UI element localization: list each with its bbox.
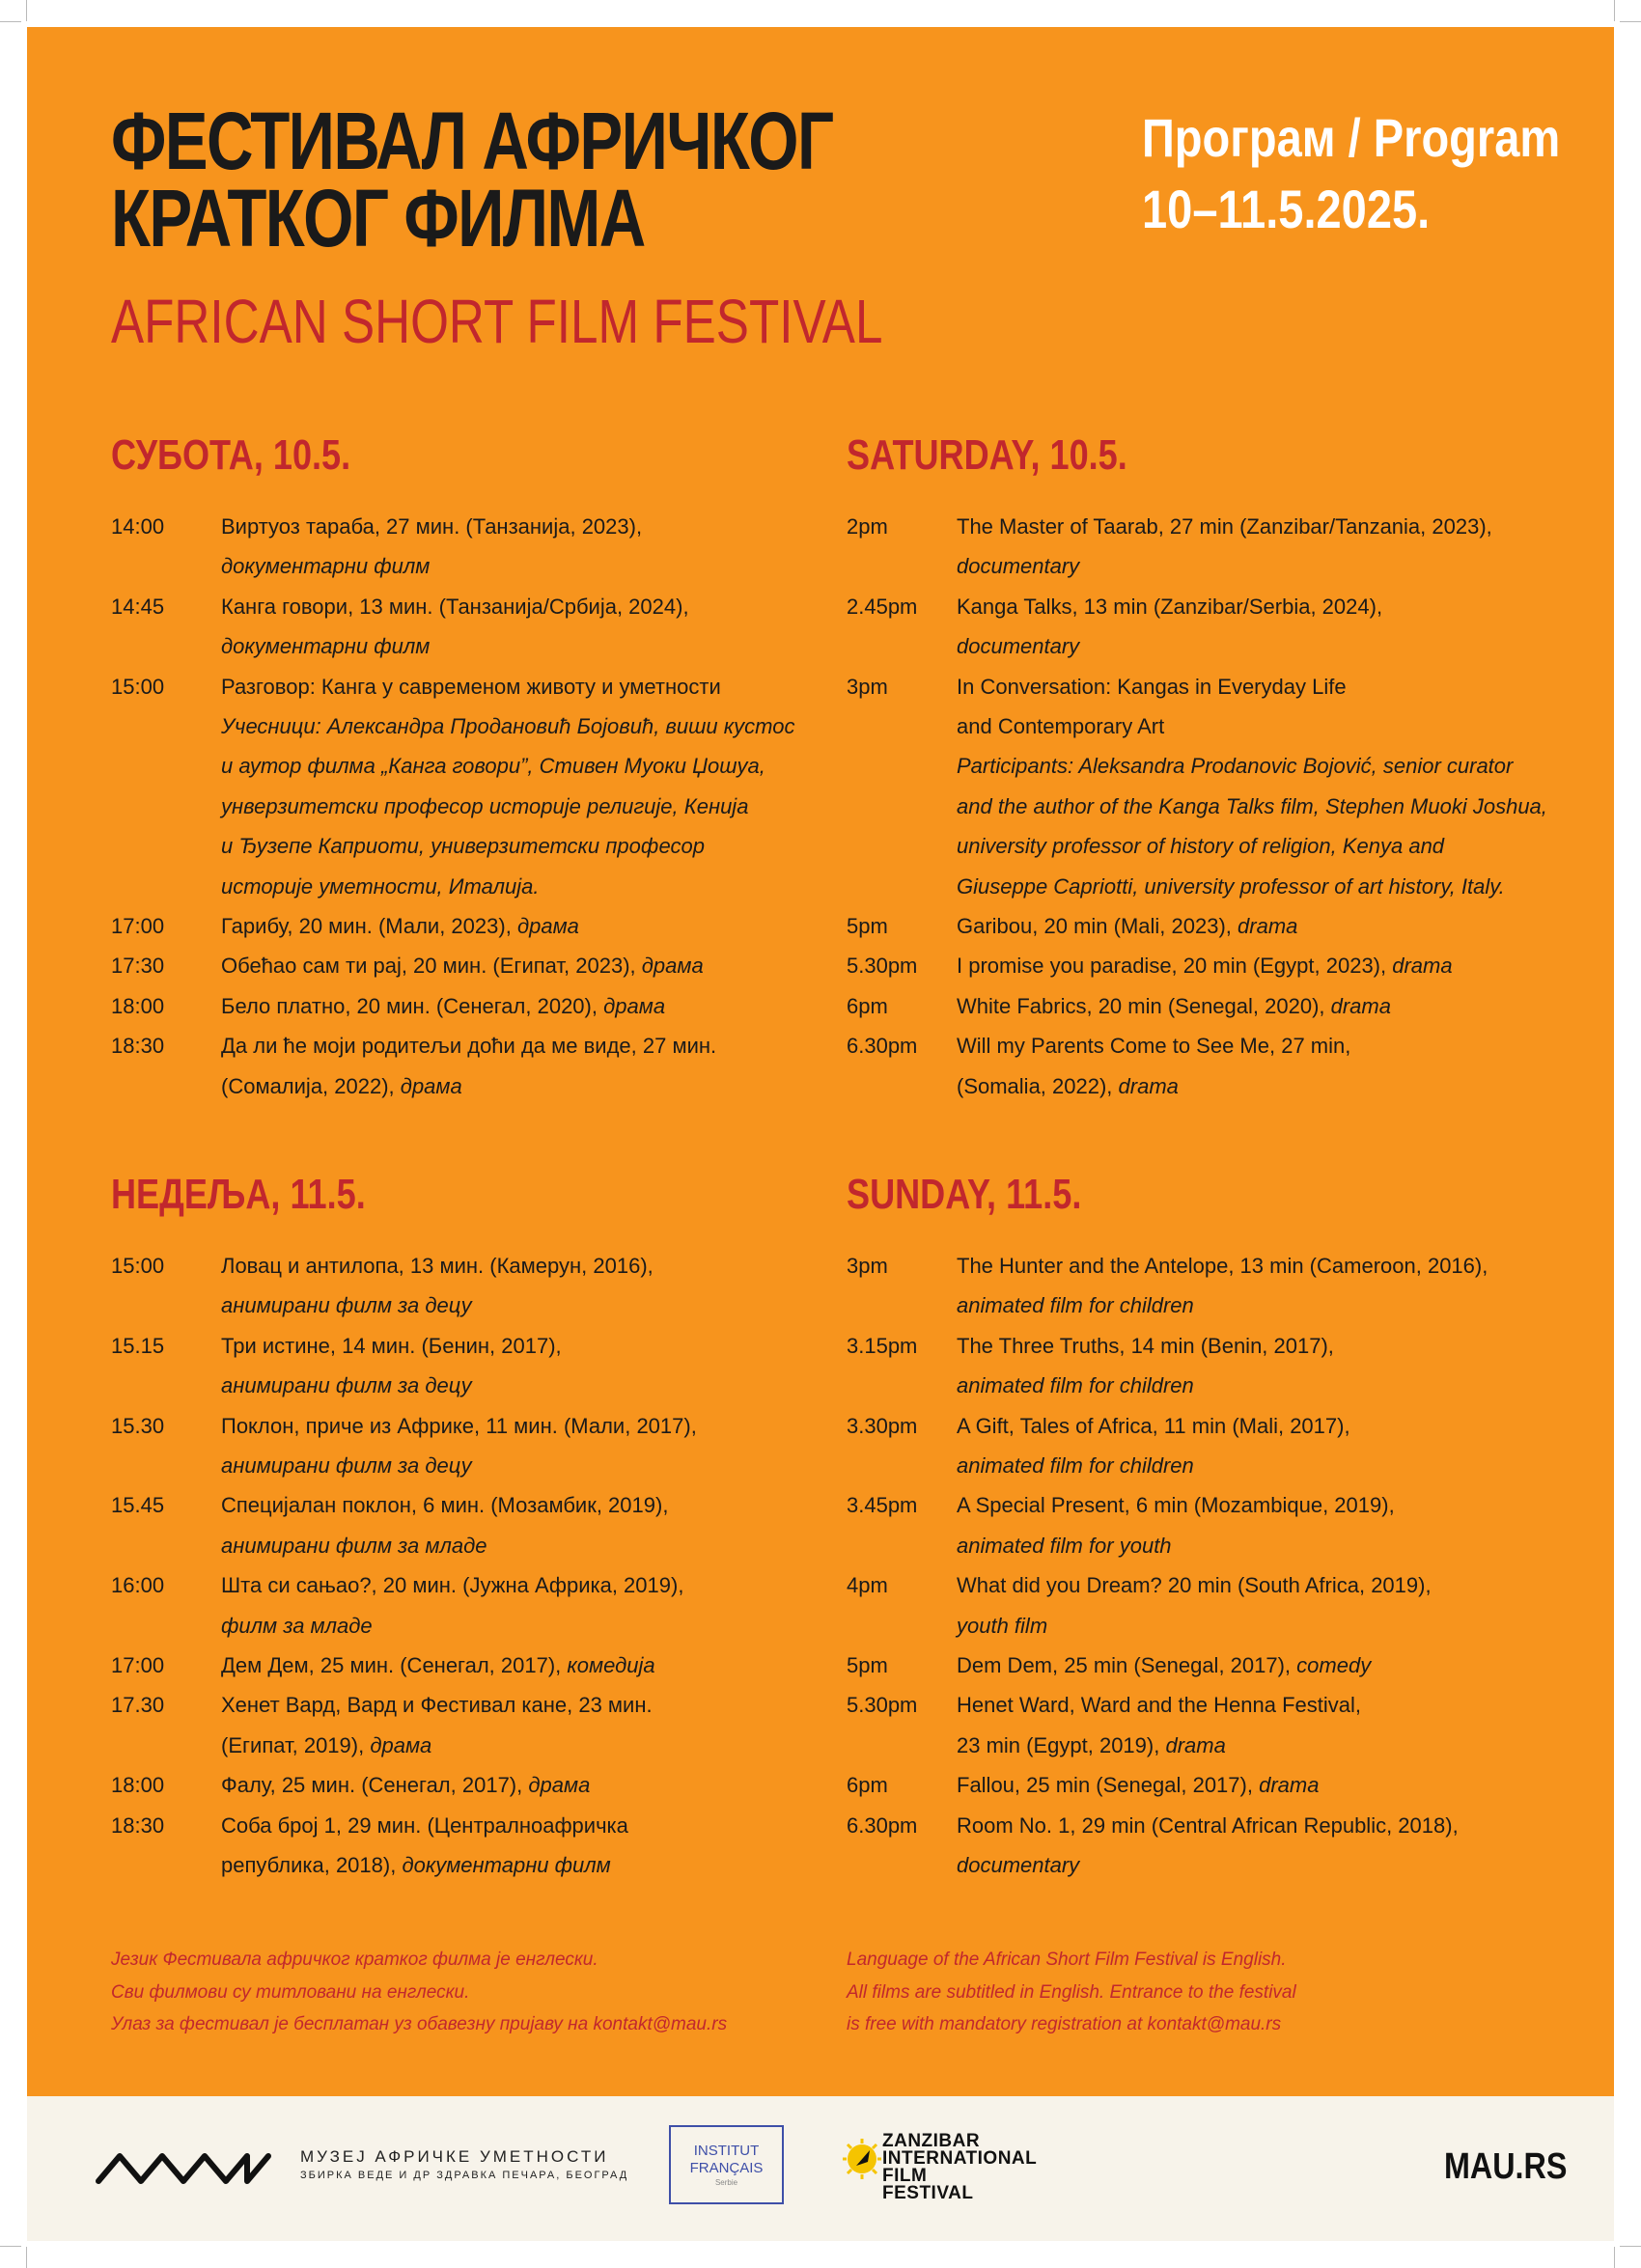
program-item [111,667,825,906]
title-line-1: ФЕСТИВАЛ АФРИЧКОГ [111,96,833,186]
event-genre: drama [1118,1073,1179,1098]
event-genre: филм за младе [221,1613,373,1638]
event-line [221,1685,825,1725]
event-description [221,1765,825,1805]
event-text: Ловац и антилопа, 13 мин. (Камерун, 2016), [221,1254,654,1278]
event-list [111,1246,825,1886]
event-line [957,1606,1599,1646]
event-genre: унверзитетски професор историје религије, Кенија [221,793,749,818]
event-time: 15:00 [111,1254,165,1278]
event-time: 18:00 [111,1773,165,1798]
event-time: 5pm [847,914,888,939]
sponsor-footer [27,2096,1614,2241]
event-line [957,667,1599,706]
event-line [957,1726,1599,1765]
event-genre: documentary [957,1853,1080,1878]
event-line [957,1246,1599,1286]
event-time: 3pm [847,674,888,699]
event-text: Поклон, приче из Африке, 11 мин. (Мали, 2017), [221,1413,697,1438]
event-line [957,626,1599,666]
event-genre: анимирани филм за децу [221,1453,472,1479]
event-genre: animated film for youth [957,1533,1172,1558]
event-text: Шта си сањао?, 20 мин. (Јужна Африка, 2019), [221,1573,684,1598]
event-time: 17:30 [111,954,165,979]
event-line [221,906,825,946]
event-line [221,1765,825,1805]
event-text: In Conversation: Kangas in Everyday Life [957,674,1347,699]
event-genre: comedy [1296,1653,1372,1678]
program-item [847,1806,1599,1886]
program-item [847,1326,1599,1406]
event-time: 14:00 [111,514,165,539]
ziff-line: INTERNATIONAL [882,2148,1038,2169]
event-line [221,946,825,985]
event-description [957,1806,1599,1886]
event-genre: драма [641,954,704,979]
event-time: 2.45pm [847,594,918,619]
event-time: 6pm [847,1773,888,1798]
event-text: Фалу, 25 мин. (Сенегал, 2017), [221,1773,529,1798]
event-text: Will my Parents Come to See Me, 27 min, [957,1034,1351,1059]
event-text: Да ли ће моји родитељи доћи да ме виде, 27 мин. [221,1034,717,1059]
institut-line: Serbie [714,2178,738,2187]
event-list [111,507,825,1106]
event-text: Kanga Talks, 13 min (Zanzibar/Serbia, 2024), [957,594,1383,619]
poster [27,27,1614,2096]
event-line [957,587,1599,626]
event-genre: youth film [957,1613,1048,1638]
ziff-logo-text [882,2133,1037,2202]
event-description [221,906,825,946]
event-description [221,587,825,667]
event-genre: drama [1259,1773,1320,1798]
note-line: Сви филмови су титловани на енглески. [111,1981,470,2003]
event-genre: драма [528,1773,591,1798]
program-item [847,1485,1599,1565]
event-genre: документарни филм [402,1853,611,1878]
festival-title-serbian [111,96,833,263]
event-line [957,1685,1599,1725]
event-text: I promise you paradise, 20 min (Egypt, 2023), [957,954,1393,979]
event-description [221,986,825,1026]
program-item [847,986,1599,1026]
event-description [957,986,1599,1026]
sunday-section-serbian [111,1170,825,1886]
program-dates [1142,102,1560,245]
event-description [221,1806,825,1886]
event-description [957,507,1599,587]
event-text: (Сомалија, 2022), [221,1073,401,1098]
program-item [111,1326,825,1406]
program-item [111,946,825,985]
program-item [111,986,825,1026]
program-label: Програм / Program [1142,107,1561,168]
event-time: 15.30 [111,1413,165,1438]
event-text: The Hunter and the Antelope, 13 min (Cameroon, 2016), [957,1254,1488,1278]
event-line [957,986,1599,1026]
day-heading: НЕДЕЉА, 11.5. [111,1171,366,1218]
event-line [221,1326,825,1366]
event-time: 18:30 [111,1034,165,1059]
crop-mark [26,0,27,21]
event-text: (Somalia, 2022), [957,1073,1119,1098]
sunday-section-english [847,1170,1599,1886]
program-item [111,1026,825,1106]
event-line [221,867,825,906]
event-description [221,507,825,587]
event-text: Гарибу, 20 мин. (Мали, 2023), [221,914,517,939]
event-text: Room No. 1, 29 min (Central African Republic, 2018), [957,1812,1459,1838]
event-time: 15:00 [111,674,165,699]
event-description [957,1485,1599,1565]
event-line [221,1565,825,1605]
event-line [221,546,825,586]
event-text: Разговор: Канга у савременом животу и уметности [221,674,721,699]
event-line [221,1446,825,1485]
event-text: Обећао сам ти рај, 20 мин. (Египат, 2023), [221,954,642,979]
saturday-section-serbian [111,430,825,1106]
event-genre: and the author of the Kanga Talks film, Stephen Muoki Joshua, [957,793,1547,818]
event-time: 5.30pm [847,1693,918,1718]
event-description [221,1326,825,1406]
event-genre: drama [1238,914,1298,939]
event-description [957,946,1599,985]
crop-mark [0,2246,21,2247]
event-time: 6.30pm [847,1034,918,1059]
event-text: Dem Dem, 25 min (Senegal, 2017), [957,1653,1297,1678]
event-line [221,1606,825,1646]
event-genre: и аутор филма „Канга говори”, Стивен Муоки Џошуа, [221,754,765,779]
event-line [957,826,1599,866]
event-line [957,1406,1599,1446]
museum-subtitle: ЗБИРКА ВЕДЕ И ДР ЗДРАВКА ПЕЧАРА, БЕОГРАД [300,2170,629,2181]
program-item [847,1765,1599,1805]
note-line: Улаз за фестивал је бесплатан уз обавезну пријаву на kontakt@mau.rs [111,2014,728,2035]
event-genre: документарни филм [221,554,431,579]
event-time: 5pm [847,1653,888,1678]
event-text: Бело платно, 20 мин. (Сенегал, 2020), [221,993,604,1018]
program-item [847,667,1599,906]
event-line [221,1845,825,1885]
event-line [957,1565,1599,1605]
museum-name [300,2146,628,2183]
event-description [957,1565,1599,1646]
event-text: република, 2018), [221,1853,403,1878]
event-text: Соба број 1, 29 мин. (Централноафричка [221,1812,628,1838]
event-time: 17:00 [111,1653,165,1678]
event-genre: драма [370,1732,432,1757]
event-genre: drama [1165,1732,1226,1757]
event-line [957,1366,1599,1405]
program-item [111,1806,825,1886]
event-line [221,507,825,546]
crop-mark [1620,21,1641,22]
event-description [221,667,825,906]
event-text: Специјалан поклон, 6 мин. (Мозамбик, 2019), [221,1493,669,1518]
event-description [221,1246,825,1326]
program-item [111,1246,825,1326]
event-genre: drama [1330,993,1391,1018]
event-text: 23 min (Egypt, 2019), [957,1732,1166,1757]
program-item [847,1406,1599,1486]
event-genre: драма [603,993,666,1018]
event-genre: и Ђузепе Каприоти, универзитетски професор [221,834,705,859]
event-genre: animated film for children [957,1453,1194,1479]
note-line: All films are subtitled in English. Entrance to the festival [847,1981,1296,2003]
event-time: 3.15pm [847,1333,918,1358]
event-text: Garibou, 20 min (Mali, 2023), [957,914,1238,939]
event-genre: драма [400,1073,462,1098]
event-time: 14:45 [111,594,165,619]
program-item [847,1685,1599,1765]
program-item [111,1646,825,1685]
event-time: 16:00 [111,1573,165,1598]
program-item [847,507,1599,587]
event-line [957,1066,1599,1106]
event-line [221,1726,825,1765]
program-item [847,946,1599,985]
event-line [221,986,825,1026]
event-line [957,1326,1599,1366]
ziff-sun-icon [843,2137,881,2181]
program-item [847,587,1599,667]
program-item [111,1406,825,1486]
institut-francais-logo [669,2125,784,2204]
event-line [221,1646,825,1685]
event-line [957,507,1599,546]
event-genre: animated film for children [957,1293,1194,1318]
event-line [221,587,825,626]
title-line-2: КРАТКОГ ФИЛМА [111,173,645,263]
program-item [847,1026,1599,1106]
event-genre: анимирани филм за децу [221,1293,472,1318]
event-line [221,626,825,666]
festival-dates: 10–11.5.2025. [1142,179,1431,239]
event-genre: Учесници: Александра Продановић Бојовић, виши кустос [221,714,795,739]
event-description [957,1406,1599,1486]
program-item [847,1646,1599,1685]
event-line [221,826,825,866]
event-time: 5.30pm [847,954,918,979]
event-text: What did you Dream? 20 min (South Africa, 2019), [957,1573,1432,1598]
event-genre: Participants: Aleksandra Prodanovic Bojović, senior curator [957,754,1514,779]
crop-mark [0,21,21,22]
event-description [957,1646,1599,1685]
event-line [957,1446,1599,1485]
program-item [847,1565,1599,1646]
event-line [957,946,1599,985]
event-text: Henet Ward, Ward and the Henna Festival, [957,1693,1362,1718]
event-line [957,746,1599,786]
event-genre: documentary [957,554,1080,579]
event-description [957,1765,1599,1805]
event-line [221,1406,825,1446]
event-time: 15.15 [111,1333,165,1358]
event-time: 18:30 [111,1812,165,1838]
event-description [957,1685,1599,1765]
event-line [957,1485,1599,1525]
event-line [221,1806,825,1845]
event-line [221,1366,825,1405]
event-text: Три истине, 14 мин. (Бенин, 2017), [221,1333,562,1358]
event-list [847,1246,1599,1886]
program-item [111,1565,825,1646]
event-description [221,1646,825,1685]
ziff-line: FILM [882,2166,928,2186]
event-time: 2pm [847,514,888,539]
event-line [957,906,1599,946]
event-description [221,1685,825,1765]
event-description [957,1026,1599,1106]
event-time: 3pm [847,1254,888,1278]
note-line: is free with mandatory registration at kontakt@mau.rs [847,2014,1282,2035]
event-line [957,787,1599,826]
event-text: A Gift, Tales of Africa, 11 min (Mali, 2017), [957,1413,1350,1438]
event-genre: documentary [957,634,1080,659]
event-genre: Giuseppe Capriotti, university professor of art history, Italy. [957,873,1505,899]
program-item [847,906,1599,946]
event-genre: university professor of history of religion, Kenya and [957,834,1445,859]
event-line [221,1526,825,1565]
event-time: 4pm [847,1573,888,1598]
event-description [221,1406,825,1486]
event-text: Канга говори, 13 мин. (Танзанија/Србија, 2024), [221,594,689,619]
event-genre: комедија [567,1653,655,1678]
event-genre: документарни филм [221,634,431,659]
program-item [847,1246,1599,1326]
event-time: 17:00 [111,914,165,939]
event-text: and Contemporary Art [957,714,1165,739]
day-heading: SUNDAY, 11.5. [847,1171,1082,1218]
event-line [221,1066,825,1106]
institut-line: FRANÇAIS [689,2160,764,2176]
event-text: (Египат, 2019), [221,1732,371,1757]
event-line [957,1526,1599,1565]
event-description [221,1565,825,1646]
event-text: Хенет Вард, Вард и Фестивал кане, 23 мин. [221,1693,653,1718]
event-line [221,1485,825,1525]
museum-title: МУЗЕЈ АФРИЧКЕ УМЕТНОСТИ [300,2147,609,2166]
event-line [221,746,825,786]
crop-mark [26,2247,27,2268]
day-heading: СУБОТА, 10.5. [111,431,351,479]
event-genre: drama [1392,954,1453,979]
program-item [111,1685,825,1765]
festival-notes-english [847,1944,1296,2041]
day-heading: SATURDAY, 10.5. [847,431,1127,479]
event-text: Fallou, 25 min (Senegal, 2017), [957,1773,1260,1798]
event-line [221,1026,825,1065]
event-line [221,1286,825,1325]
event-line [957,1806,1599,1845]
event-description [221,1026,825,1106]
event-line [957,706,1599,746]
event-text: A Special Present, 6 min (Mozambique, 2019), [957,1493,1395,1518]
festival-title-english: AFRICAN SHORT FILM FESTIVAL [111,287,883,356]
event-text: White Fabrics, 20 min (Senegal, 2020), [957,993,1331,1018]
event-line [957,1765,1599,1805]
event-line [957,1286,1599,1325]
event-line [221,787,825,826]
event-genre: драма [516,914,579,939]
event-description [957,1246,1599,1326]
program-item [111,1765,825,1805]
event-description [957,906,1599,946]
event-time: 6pm [847,993,888,1018]
ziff-line: FESTIVAL [882,2183,974,2203]
event-description [221,946,825,985]
event-description [221,1485,825,1565]
event-time: 3.30pm [847,1413,918,1438]
mau-logo-icon [95,2146,288,2189]
crop-mark [1620,2246,1641,2247]
program-item [111,1485,825,1565]
event-genre: историје уметности, Италија. [221,873,540,899]
event-text: The Three Truths, 14 min (Benin, 2017), [957,1333,1334,1358]
event-genre: анимирани филм за младе [221,1533,487,1558]
crop-mark [1614,2247,1615,2268]
event-list [847,507,1599,1106]
event-genre: animated film for children [957,1373,1194,1398]
event-line [957,546,1599,586]
note-line: Language of the African Short Film Festival is English. [847,1950,1287,1970]
event-line [957,1646,1599,1685]
event-time: 15.45 [111,1493,165,1518]
program-item [111,587,825,667]
saturday-section-english [847,430,1599,1106]
ziff-line: ZANZIBAR [882,2131,981,2151]
event-line [221,706,825,746]
event-time: 3.45pm [847,1493,918,1518]
event-line [221,667,825,706]
event-line [957,1026,1599,1065]
event-time: 6.30pm [847,1812,918,1838]
event-text: Дем Дем, 25 мин. (Сенегал, 2017), [221,1653,568,1678]
event-line [221,1246,825,1286]
event-time: 17.30 [111,1693,165,1718]
program-item [111,906,825,946]
event-time: 18:00 [111,993,165,1018]
event-description [957,1326,1599,1406]
website-link[interactable]: MAU.RS [1444,2146,1568,2187]
event-description [957,587,1599,667]
event-line [957,1845,1599,1885]
event-line [957,867,1599,906]
institut-line: INSTITUT [693,2143,760,2159]
crop-mark [1614,0,1615,21]
event-text: Виртуоз тараба, 27 мин. (Танзанија, 2023), [221,514,643,539]
event-description [957,667,1599,906]
festival-notes-serbian [111,1944,727,2041]
program-item [111,507,825,587]
event-genre: анимирани филм за децу [221,1373,472,1398]
note-line: Језик Фестивала афричког кратког филма је енглески. [111,1950,598,1970]
event-text: The Master of Taarab, 27 min (Zanzibar/Tanzania, 2023), [957,514,1492,539]
